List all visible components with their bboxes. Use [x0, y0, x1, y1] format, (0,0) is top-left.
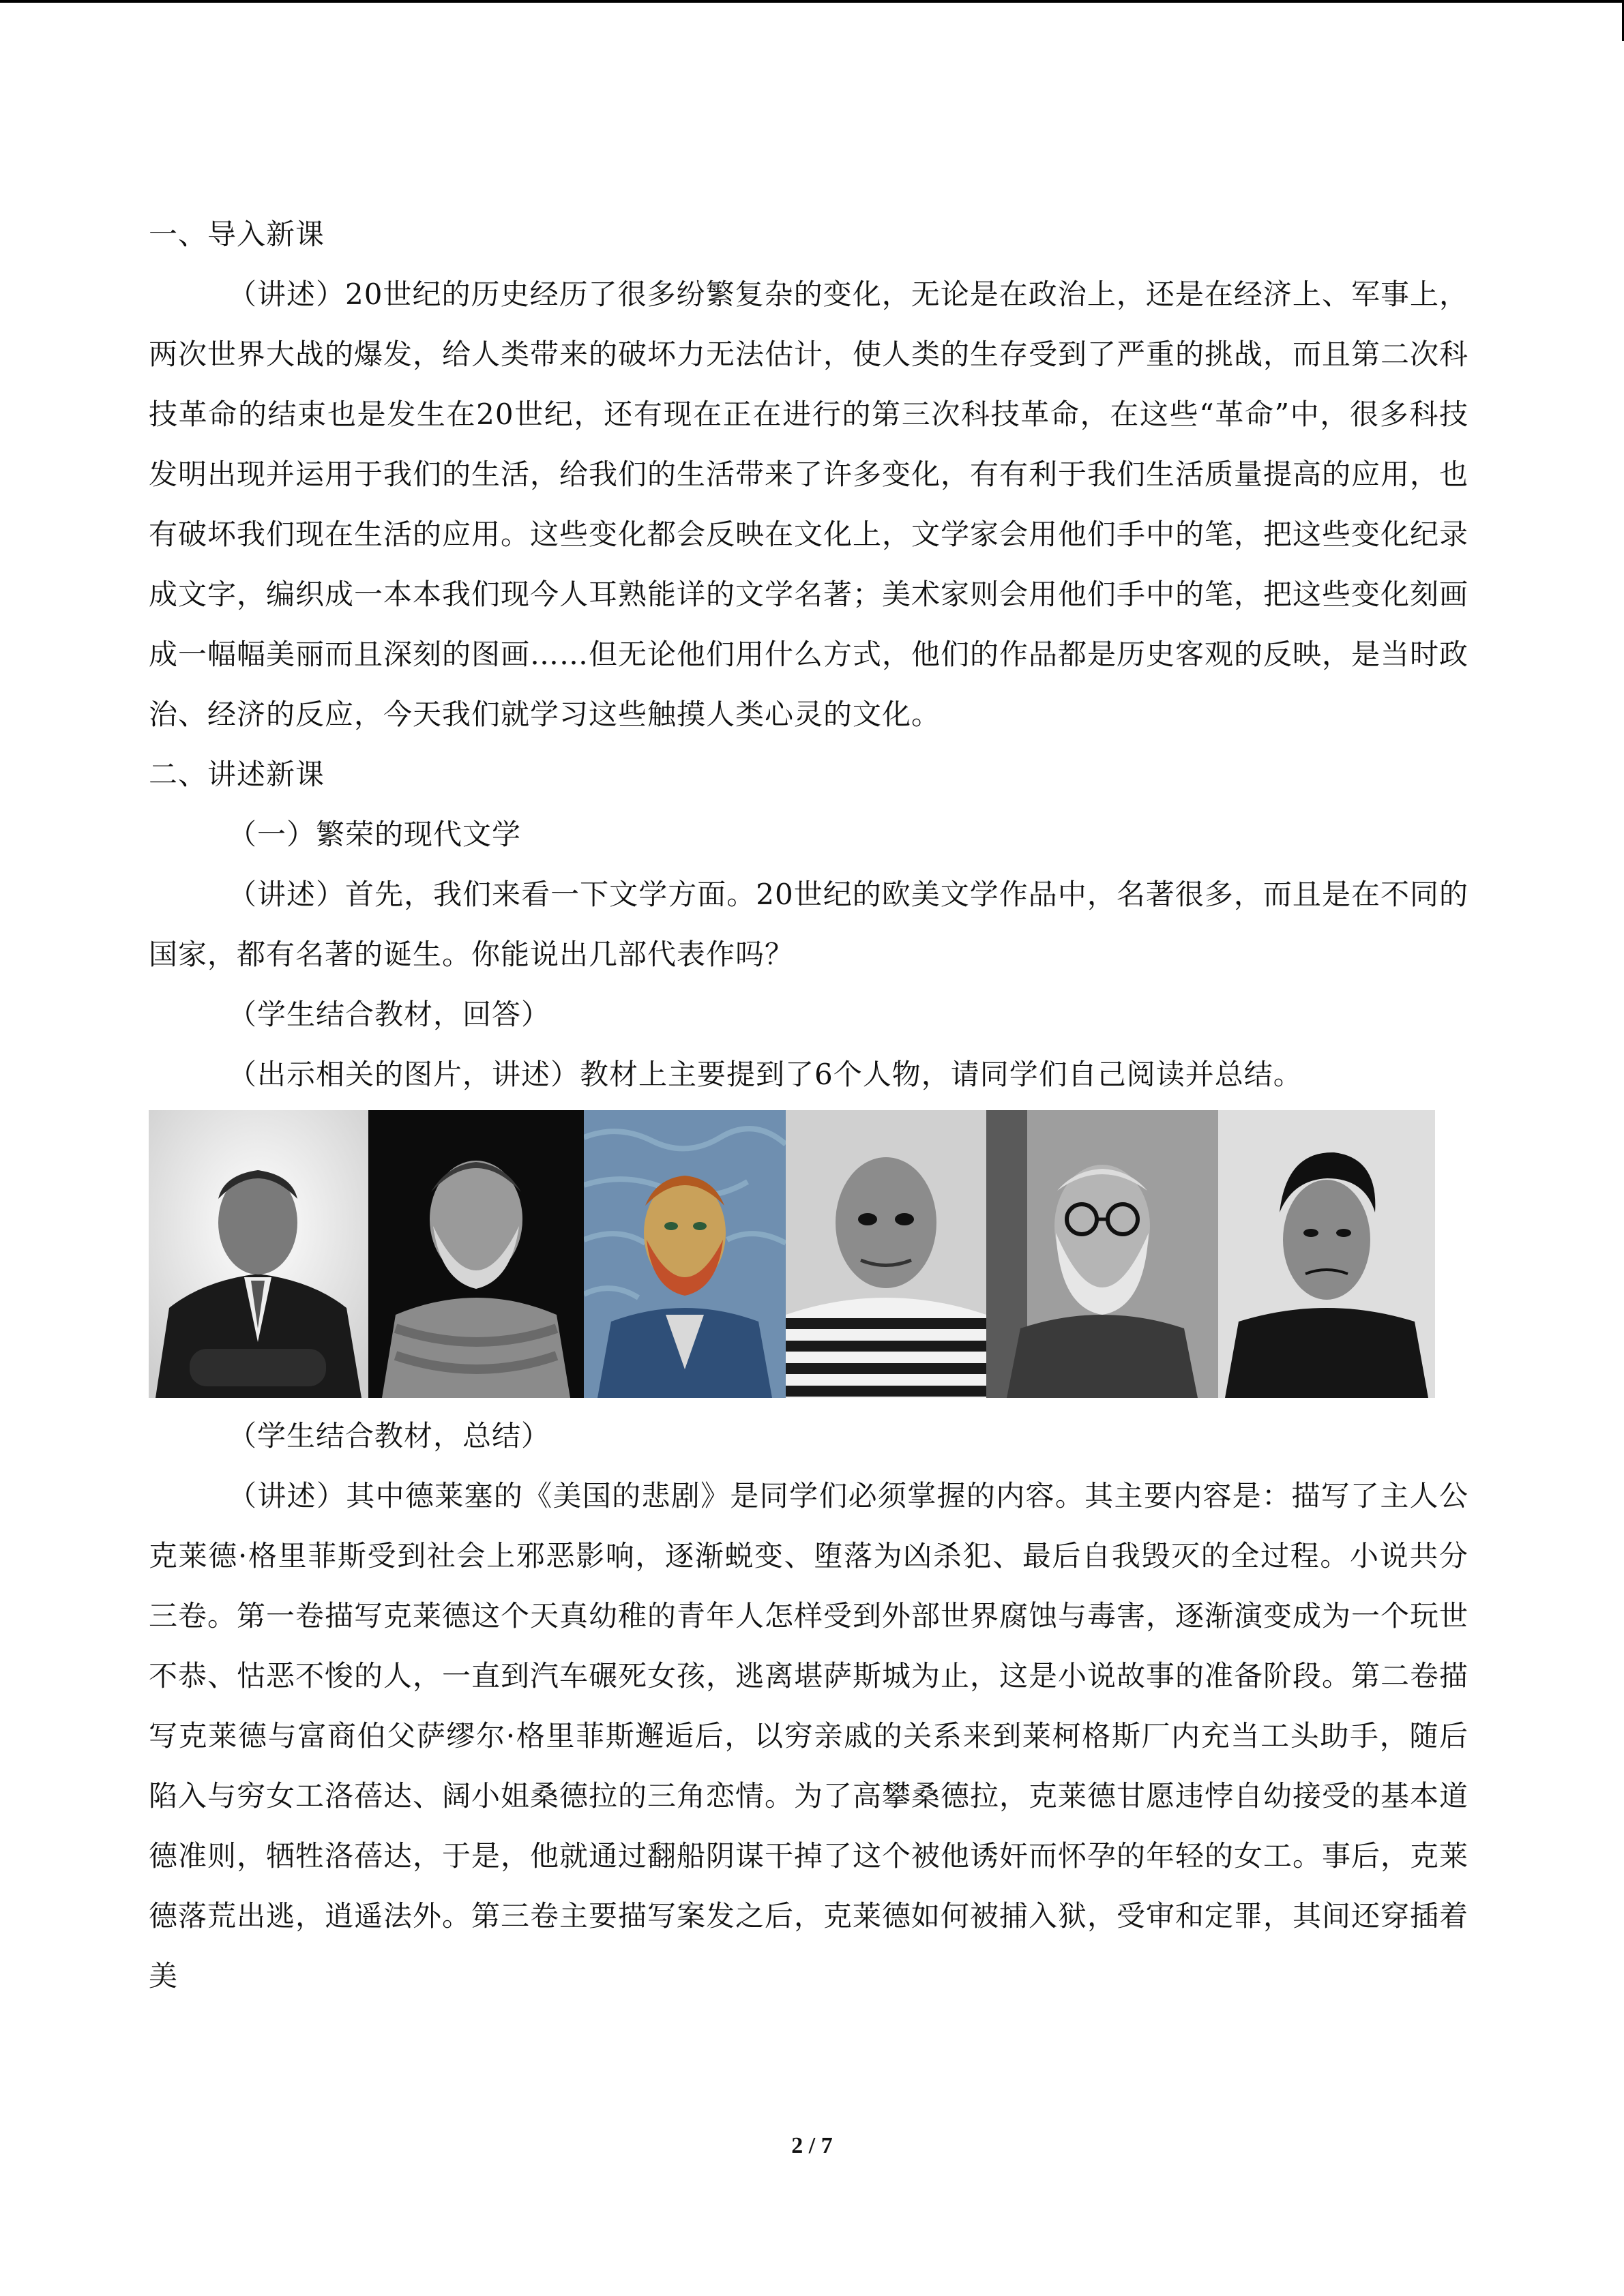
document-body: [149, 205, 1468, 2006]
portrait-2: [368, 1110, 584, 1398]
intro-paragraph: （讲述）20世纪的历史经历了很多纷繁复杂的变化，无论是在政治上，还是在经济上、军事上，两次世界大战的爆发，给人类带来的破坏力无法估计，使人类的生存受到了严重的挑战，而且第二次科技革命的结束也是发生在20世纪，还有现在正在进行的第三次科技革命，在这些“革命”中，很多科技发明出现并运用于我们的生活，给我们的生活带来了许多变化，有有利于我们生活质量提高的应用，也有破坏我们现在生活的应用。这些变化都会反映在文化上，文学家会用他们手中的笔，把这些变化纪录成文字，编织成一本本我们现今人耳熟能详的文学名著；美术家则会用他们手中的笔，把这些变化刻画成一幅幅美丽而且深刻的图画……但无论他们用什么方式，他们的作品都是历史客观的反映，是当时政治、经济的反应，今天我们就学习这些触摸人类心灵的文化。: [149, 278, 1469, 731]
portrait-5: [986, 1110, 1218, 1398]
page-number: 2 / 7: [791, 2133, 833, 2158]
paragraph-student-summary: （学生结合教材，总结）: [228, 1419, 551, 1452]
portrait-4: [786, 1110, 986, 1398]
paragraph-show-pictures: （出示相关的图片，讲述）教材上主要提到了6个人物，请同学们自己阅读并总结。: [228, 1058, 1303, 1091]
subheading-literature: （一）繁荣的现代文学: [228, 818, 522, 851]
paragraph-literature-intro: （讲述）首先，我们来看一下文学方面。20世纪的欧美文学作品中，名著很多，而且是在不同的国家，都有名著的诞生。你能说出几部代表作吗？: [149, 878, 1468, 971]
portrait-3: [584, 1110, 786, 1398]
portrait-1: [149, 1110, 368, 1398]
portrait-6: [1218, 1110, 1435, 1398]
paragraph-american-tragedy: （讲述）其中德莱塞的《美国的悲剧》是同学们必须掌握的内容。其主要内容是：描写了主人公克莱德·格里菲斯受到社会上邪恶影响，逐渐蜕变、堕落为凶杀犯、最后自我毁灭的全过程。小说共分三卷。第一卷描写克莱德这个天真幼稚的青年人怎样受到外部世界腐蚀与毒害，逐渐演变成为一个玩世不恭、怙恶不悛的人，一直到汽车碾死女孩，逃离堪萨斯城为止，这是小说故事的准备阶段。第二卷描写克莱德与富商伯父萨缪尔·格里菲斯邂逅后，以穷亲戚的关系来到莱柯格斯厂内充当工头助手，随后陷入与穷女工洛蓓达、阔小姐桑德拉的三角恋情。为了高攀桑德拉，克莱德甘愿违悖自幼接受的基本道德准则，牺牲洛蓓达，于是，他就通过翻船阴谋干掉了这个被他诱奸而怀孕的年轻的女工。事后，克莱德落荒出逃，逍遥法外。第三卷主要描写案发之后，克莱德如何被捕入狱，受审和定罪，其间还穿插着美: [149, 1479, 1469, 1993]
section-heading-lecture: 二、讲述新课: [149, 758, 325, 791]
section-heading-intro: 一、导入新课: [149, 218, 325, 251]
portrait-strip: [149, 1110, 1435, 1398]
top-border: [0, 0, 1624, 3]
paragraph-student-answer: （学生结合教材，回答）: [228, 998, 551, 1031]
